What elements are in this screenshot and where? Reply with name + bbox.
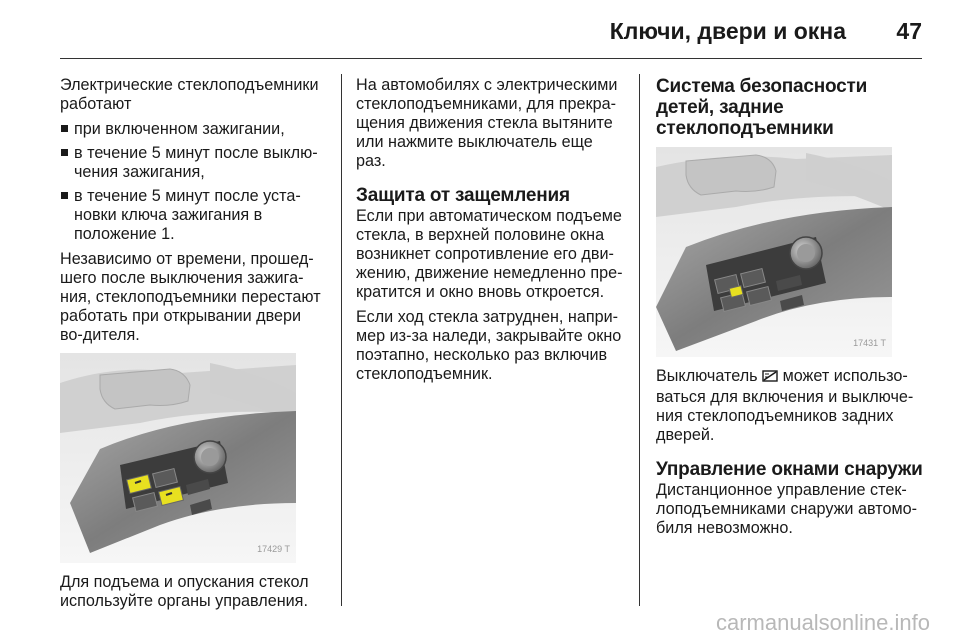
list-item: в течение 5 минут после выклю-чения зажигания, (60, 144, 328, 182)
rear-window-lock-icon (762, 369, 778, 388)
figure-code: 17431 T (853, 338, 886, 348)
section-heading-pinch-protection: Защита от защемления (356, 185, 570, 206)
paragraph: На автомобилях с электрическими стеклоподъемниками, для прекра-щения движения стекла вытяните или нажмите выключатель еще раз. (356, 76, 618, 170)
conditions-list (60, 120, 328, 244)
column-2 (356, 76, 626, 390)
paragraph: Если при автоматическом подъеме стекла, в верхней половине окна возникнет сопротивление его дви-жению, движение немедленно пре-кратится и окно вновь откроется. (356, 207, 623, 301)
column-3 (656, 76, 924, 544)
section-heading-child-safety: Система безопасности детей, задние стеклоподъемники (656, 76, 868, 139)
intro-text: Электрические стеклоподъемники работают (60, 76, 319, 113)
watermark: carmanualsonline.info (715, 610, 930, 635)
paragraph: Если ход стекла затруднен, напри-мер из-за наледи, закрывайте окно поэтапно, несколько раз включив стеклоподъемник. (356, 308, 622, 383)
chapter-title: Ключи, двери и окна (609, 18, 846, 44)
paragraph: Дистанционное управление стек-лоподъемниками снаружи автомо-биля невозможно. (656, 481, 917, 537)
column-1 (60, 76, 328, 617)
paragraph: Выключатель может использо-ваться для включения и выключе-ния стеклоподъемников задних дверей. (656, 367, 914, 444)
window-switch-illustration-rear-lock (656, 147, 892, 357)
column-divider (639, 74, 640, 606)
page-number: 47 (896, 18, 922, 44)
paragraph: Независимо от времени, прошед-шего после выключения зажига-ния, стеклоподъемники перестают работать при открывании двери во-дителя. (60, 250, 321, 344)
section-heading-outside-control: Управление окнами снаружи (656, 459, 923, 480)
list-item: при включенном зажигании, (60, 120, 328, 139)
figure-code: 17429 T (257, 544, 290, 554)
column-divider (341, 74, 342, 606)
list-item: в течение 5 минут после уста-новки ключа зажигания в положение 1. (60, 187, 328, 244)
window-switch-illustration-front (60, 353, 296, 563)
figure-caption: Для подъема и опускания стекол используйте органы управления. (60, 573, 309, 610)
page-header (60, 14, 922, 59)
